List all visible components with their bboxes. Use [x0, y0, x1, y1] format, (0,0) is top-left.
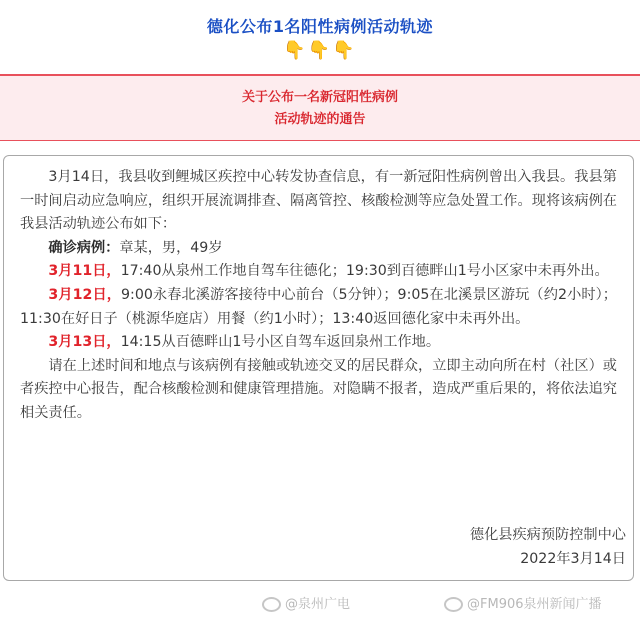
closing-paragraph: 请在上述时间和地点与该病例有接触或轨迹交叉的居民群众，立即主动向所在村（社区）或者疾控中心报告，配合核酸检测和健康管理措施。对隐瞒不报者，造成严重后果的，将依法追究相关责任。: [20, 357, 617, 421]
pointing-down-icon: 👇👇👇: [283, 40, 357, 61]
day1-label: 3月11日，: [48, 263, 121, 280]
day2-label: 3月12日，: [48, 286, 122, 303]
watermark-right: [444, 593, 602, 612]
notice-banner: [0, 74, 640, 141]
intro-paragraph: 3月14日，我县收到鲤城区疾控中心转发协查信息，有一新冠阳性病例曾出入我县。我县第一时间启动应急响应，组织开展流调排查、隔离管控、核酸检测等应急处置工作。现将该病例在我县活动轨迹公布如下：: [20, 169, 617, 233]
article-title: 德化公布1名阳性病例活动轨迹: [206, 17, 434, 36]
weibo-icon: [262, 597, 281, 612]
day3-text: 14:15从百德畔山1号小区自驾车返回泉州工作地。: [120, 334, 441, 351]
signature-date: 2022年3月14日: [520, 551, 626, 567]
watermark-left-text: @泉州广电: [285, 597, 351, 612]
case-label: 确诊病例：: [48, 239, 120, 256]
day2-text: 9:00永春北溪游客接待中心前台（5分钟）；9:05在北溪景区游玩（约2小时）；11:30在好日子（桃源华庭店）用餐（约1小时）；13:40返回德化家中未再外出。: [20, 286, 617, 327]
notice-title-line-2: 活动轨迹的通告: [274, 112, 366, 127]
case-value: 章某，男，49岁: [119, 239, 223, 256]
day3-paragraph: [20, 331, 617, 355]
day1-paragraph: [20, 260, 617, 284]
day2-paragraph: [20, 284, 617, 331]
notice-title-line-1: 关于公布一名新冠阳性病例: [241, 90, 398, 105]
day1-text: 17:40从泉州工作地自驾车往德化；19:30到百德畔山1号小区家中未再外出。: [120, 263, 609, 280]
day3-label: 3月13日，: [48, 334, 121, 351]
notice-content-box: [3, 155, 634, 581]
watermark-left: [262, 593, 350, 612]
watermark-right-text: @FM906泉州新闻广播: [467, 597, 602, 612]
weibo-icon: [444, 597, 463, 612]
signature-org: 德化县疾病预防控制中心: [469, 527, 626, 543]
case-paragraph: [20, 237, 617, 261]
